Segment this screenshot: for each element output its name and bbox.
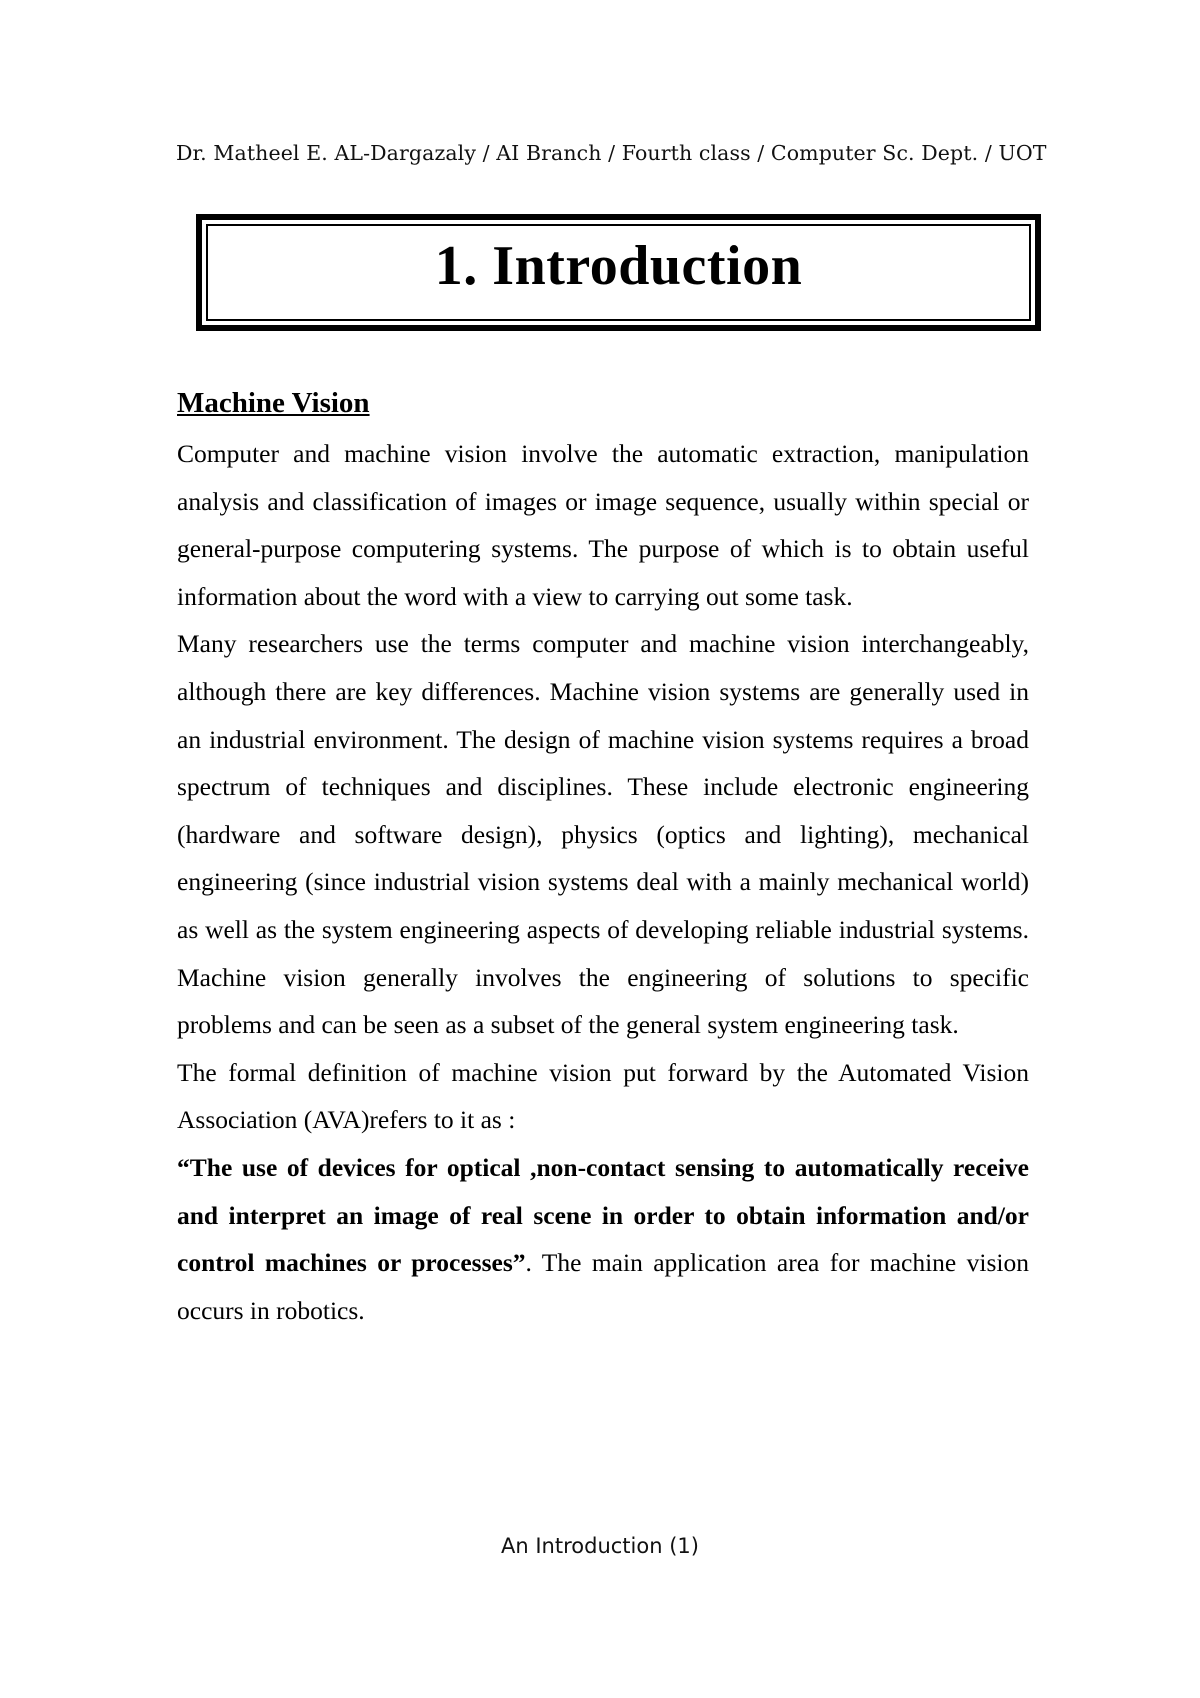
definition-tail: . The main application area for machine vision occurs in robotics. bbox=[177, 1248, 1029, 1325]
chapter-title: 1. Introduction bbox=[434, 235, 803, 297]
definition-paragraph bbox=[177, 1144, 1029, 1334]
title-box bbox=[196, 214, 1041, 331]
main-content bbox=[177, 384, 1029, 1334]
paragraph-3: The formal definition of machine vision put forward by the Automated Vision Association (AVA)refers to it as : bbox=[177, 1057, 1029, 1135]
paragraph-1: Computer and machine vision involve the automatic extraction, manipulation analysis and classification of images or image sequence, usually within special or general-purpose computering systems. The purpose of which is to obtain useful information about the word with a view to carrying out some task. bbox=[177, 439, 1029, 611]
paragraph-2: Many researchers use the terms computer and machine vision interchangeably, although there are key differences. Machine vision systems are generally used in an industrial environment. The design of machine vision systems requires a broad spectrum of techniques and disciplines. These include electronic engineering (hardware and software design), physics (optics and lighting), mechanical engineering (since industrial vision systems deal with a mainly mechanical world) as well as the system engineering aspects of developing reliable industrial systems. Machine vision generally involves the engineering of solutions to specific problems and can be seen as a subset of the general system engineering task. bbox=[177, 629, 1029, 1040]
section-heading: Machine Vision bbox=[177, 387, 370, 419]
page-footer: An Introduction (1) bbox=[501, 1534, 699, 1558]
definition-quote: “The use of devices for optical ,non-contact sensing to automatically receive and interpret an image of real scene in order to obtain information and/or control machines or processes” bbox=[177, 1152, 1029, 1278]
page-header: Dr. Matheel E. AL-Dargazaly / AI Branch / Fourth class / Computer Sc. Dept. / UOT bbox=[176, 141, 1047, 165]
